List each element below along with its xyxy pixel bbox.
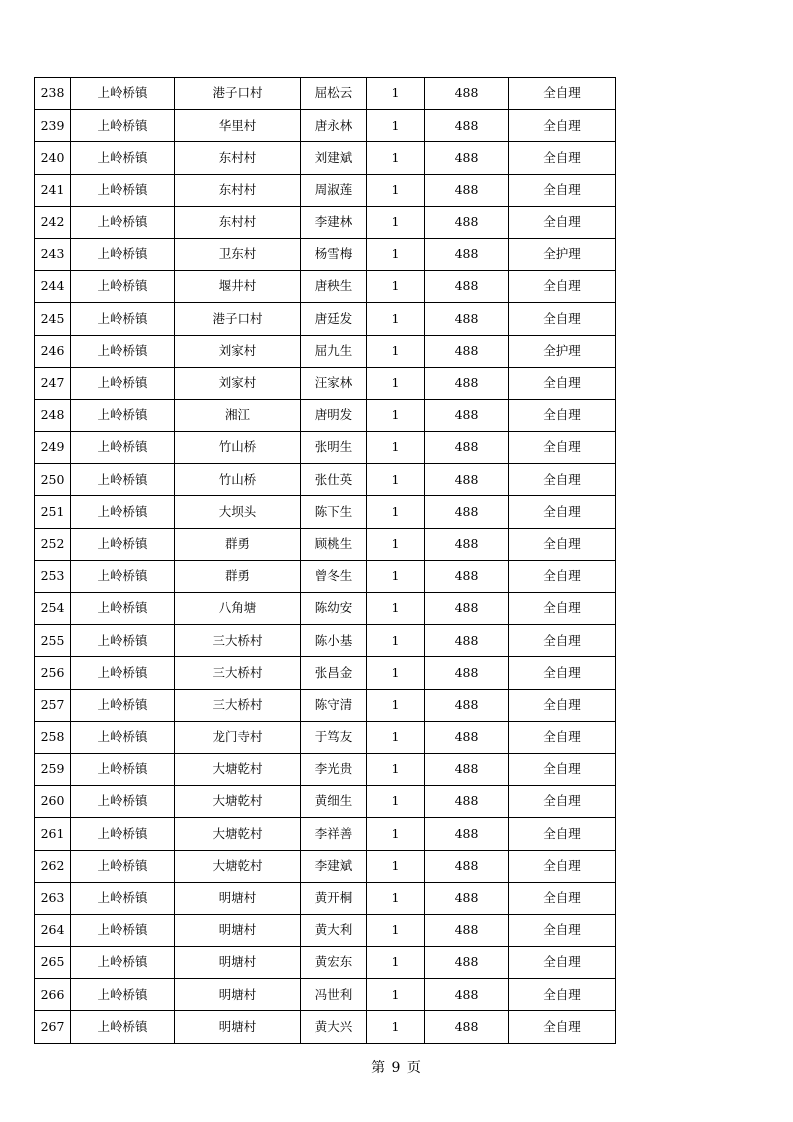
cell-no: 264 xyxy=(35,914,71,946)
table-row xyxy=(35,882,616,914)
cell-village: 华里村 xyxy=(175,110,301,142)
cell-count: 1 xyxy=(367,625,425,657)
cell-village: 堰井村 xyxy=(175,271,301,303)
cell-no: 259 xyxy=(35,753,71,785)
cell-village: 明塘村 xyxy=(175,1011,301,1043)
cell-no: 253 xyxy=(35,560,71,592)
table-row xyxy=(35,947,616,979)
cell-town: 上岭桥镇 xyxy=(71,914,175,946)
cell-amount: 488 xyxy=(425,593,509,625)
cell-village: 竹山桥 xyxy=(175,432,301,464)
cell-care: 全自理 xyxy=(509,464,616,496)
cell-name: 唐廷发 xyxy=(301,303,367,335)
table-row xyxy=(35,399,616,431)
cell-count: 1 xyxy=(367,206,425,238)
cell-no: 252 xyxy=(35,528,71,560)
table-row xyxy=(35,464,616,496)
cell-care: 全自理 xyxy=(509,625,616,657)
cell-no: 260 xyxy=(35,786,71,818)
cell-care: 全自理 xyxy=(509,882,616,914)
table-row xyxy=(35,1011,616,1043)
cell-name: 张明生 xyxy=(301,432,367,464)
cell-name: 冯世利 xyxy=(301,979,367,1011)
cell-name: 唐永林 xyxy=(301,110,367,142)
cell-care: 全自理 xyxy=(509,432,616,464)
cell-amount: 488 xyxy=(425,882,509,914)
cell-care: 全自理 xyxy=(509,689,616,721)
cell-amount: 488 xyxy=(425,110,509,142)
cell-no: 238 xyxy=(35,78,71,110)
cell-village: 东村村 xyxy=(175,206,301,238)
cell-name: 黄开桐 xyxy=(301,882,367,914)
cell-amount: 488 xyxy=(425,947,509,979)
cell-village: 刘家村 xyxy=(175,367,301,399)
cell-village: 群勇 xyxy=(175,560,301,592)
table-row xyxy=(35,271,616,303)
cell-village: 明塘村 xyxy=(175,979,301,1011)
cell-care: 全自理 xyxy=(509,818,616,850)
cell-no: 255 xyxy=(35,625,71,657)
cell-count: 1 xyxy=(367,110,425,142)
table-row xyxy=(35,78,616,110)
cell-village: 湘江 xyxy=(175,399,301,431)
cell-count: 1 xyxy=(367,593,425,625)
cell-town: 上岭桥镇 xyxy=(71,174,175,206)
cell-village: 卫东村 xyxy=(175,238,301,270)
cell-care: 全自理 xyxy=(509,721,616,753)
cell-village: 大坝头 xyxy=(175,496,301,528)
table-body xyxy=(35,78,616,1044)
cell-town: 上岭桥镇 xyxy=(71,528,175,560)
cell-town: 上岭桥镇 xyxy=(71,721,175,753)
cell-amount: 488 xyxy=(425,78,509,110)
cell-care: 全自理 xyxy=(509,979,616,1011)
cell-no: 239 xyxy=(35,110,71,142)
table-row xyxy=(35,979,616,1011)
cell-no: 249 xyxy=(35,432,71,464)
cell-town: 上岭桥镇 xyxy=(71,786,175,818)
cell-village: 东村村 xyxy=(175,174,301,206)
cell-care: 全自理 xyxy=(509,947,616,979)
cell-count: 1 xyxy=(367,367,425,399)
cell-town: 上岭桥镇 xyxy=(71,335,175,367)
cell-town: 上岭桥镇 xyxy=(71,882,175,914)
cell-name: 陈守清 xyxy=(301,689,367,721)
cell-care: 全自理 xyxy=(509,914,616,946)
cell-care: 全自理 xyxy=(509,657,616,689)
cell-care: 全自理 xyxy=(509,528,616,560)
cell-amount: 488 xyxy=(425,625,509,657)
cell-village: 竹山桥 xyxy=(175,464,301,496)
cell-no: 262 xyxy=(35,850,71,882)
cell-name: 陈幼安 xyxy=(301,593,367,625)
cell-no: 245 xyxy=(35,303,71,335)
table-row xyxy=(35,303,616,335)
table-row xyxy=(35,238,616,270)
cell-count: 1 xyxy=(367,1011,425,1043)
cell-name: 屈松云 xyxy=(301,78,367,110)
cell-amount: 488 xyxy=(425,496,509,528)
cell-amount: 488 xyxy=(425,689,509,721)
table-row xyxy=(35,142,616,174)
cell-count: 1 xyxy=(367,238,425,270)
cell-no: 243 xyxy=(35,238,71,270)
cell-village: 八角塘 xyxy=(175,593,301,625)
table-row xyxy=(35,110,616,142)
cell-count: 1 xyxy=(367,882,425,914)
table-row xyxy=(35,721,616,753)
cell-town: 上岭桥镇 xyxy=(71,142,175,174)
cell-no: 241 xyxy=(35,174,71,206)
cell-care: 全自理 xyxy=(509,303,616,335)
cell-count: 1 xyxy=(367,979,425,1011)
cell-town: 上岭桥镇 xyxy=(71,110,175,142)
cell-village: 港子口村 xyxy=(175,303,301,335)
cell-town: 上岭桥镇 xyxy=(71,850,175,882)
table-row xyxy=(35,496,616,528)
cell-no: 254 xyxy=(35,593,71,625)
table-row xyxy=(35,786,616,818)
cell-count: 1 xyxy=(367,914,425,946)
cell-amount: 488 xyxy=(425,367,509,399)
cell-amount: 488 xyxy=(425,914,509,946)
table-row xyxy=(35,850,616,882)
cell-care: 全自理 xyxy=(509,850,616,882)
cell-no: 248 xyxy=(35,399,71,431)
cell-amount: 488 xyxy=(425,399,509,431)
cell-amount: 488 xyxy=(425,303,509,335)
table-row xyxy=(35,625,616,657)
table-row xyxy=(35,367,616,399)
cell-town: 上岭桥镇 xyxy=(71,947,175,979)
cell-town: 上岭桥镇 xyxy=(71,753,175,785)
cell-name: 张昌金 xyxy=(301,657,367,689)
cell-amount: 488 xyxy=(425,850,509,882)
cell-town: 上岭桥镇 xyxy=(71,399,175,431)
cell-amount: 488 xyxy=(425,1011,509,1043)
cell-amount: 488 xyxy=(425,818,509,850)
cell-count: 1 xyxy=(367,303,425,335)
cell-town: 上岭桥镇 xyxy=(71,593,175,625)
cell-village: 港子口村 xyxy=(175,78,301,110)
cell-count: 1 xyxy=(367,947,425,979)
cell-count: 1 xyxy=(367,560,425,592)
cell-no: 256 xyxy=(35,657,71,689)
cell-amount: 488 xyxy=(425,560,509,592)
cell-count: 1 xyxy=(367,271,425,303)
cell-town: 上岭桥镇 xyxy=(71,238,175,270)
cell-care: 全自理 xyxy=(509,593,616,625)
cell-no: 266 xyxy=(35,979,71,1011)
cell-town: 上岭桥镇 xyxy=(71,303,175,335)
cell-town: 上岭桥镇 xyxy=(71,560,175,592)
cell-amount: 488 xyxy=(425,464,509,496)
cell-no: 240 xyxy=(35,142,71,174)
cell-village: 大塘乾村 xyxy=(175,786,301,818)
cell-count: 1 xyxy=(367,496,425,528)
cell-town: 上岭桥镇 xyxy=(71,689,175,721)
cell-village: 三大桥村 xyxy=(175,689,301,721)
table-row xyxy=(35,689,616,721)
cell-town: 上岭桥镇 xyxy=(71,432,175,464)
cell-no: 244 xyxy=(35,271,71,303)
cell-name: 黄大兴 xyxy=(301,1011,367,1043)
cell-amount: 488 xyxy=(425,206,509,238)
cell-care: 全自理 xyxy=(509,753,616,785)
cell-count: 1 xyxy=(367,78,425,110)
cell-amount: 488 xyxy=(425,335,509,367)
cell-amount: 488 xyxy=(425,786,509,818)
cell-amount: 488 xyxy=(425,238,509,270)
cell-name: 屈九生 xyxy=(301,335,367,367)
cell-count: 1 xyxy=(367,657,425,689)
cell-care: 全自理 xyxy=(509,496,616,528)
cell-town: 上岭桥镇 xyxy=(71,818,175,850)
cell-care: 全护理 xyxy=(509,335,616,367)
cell-town: 上岭桥镇 xyxy=(71,367,175,399)
cell-name: 杨雪梅 xyxy=(301,238,367,270)
cell-amount: 488 xyxy=(425,753,509,785)
cell-name: 顾桃生 xyxy=(301,528,367,560)
cell-amount: 488 xyxy=(425,657,509,689)
cell-town: 上岭桥镇 xyxy=(71,464,175,496)
cell-count: 1 xyxy=(367,818,425,850)
cell-care: 全自理 xyxy=(509,174,616,206)
cell-no: 251 xyxy=(35,496,71,528)
table-row xyxy=(35,335,616,367)
cell-care: 全自理 xyxy=(509,367,616,399)
cell-name: 汪家林 xyxy=(301,367,367,399)
cell-name: 李建林 xyxy=(301,206,367,238)
cell-town: 上岭桥镇 xyxy=(71,206,175,238)
cell-name: 曾冬生 xyxy=(301,560,367,592)
cell-name: 李光贵 xyxy=(301,753,367,785)
table-row xyxy=(35,914,616,946)
table-row xyxy=(35,657,616,689)
cell-count: 1 xyxy=(367,174,425,206)
cell-amount: 488 xyxy=(425,528,509,560)
cell-no: 257 xyxy=(35,689,71,721)
table-row xyxy=(35,560,616,592)
cell-count: 1 xyxy=(367,399,425,431)
cell-town: 上岭桥镇 xyxy=(71,625,175,657)
cell-village: 大塘乾村 xyxy=(175,850,301,882)
table-row xyxy=(35,593,616,625)
table-row xyxy=(35,206,616,238)
cell-no: 250 xyxy=(35,464,71,496)
cell-amount: 488 xyxy=(425,174,509,206)
cell-name: 李祥善 xyxy=(301,818,367,850)
cell-count: 1 xyxy=(367,786,425,818)
cell-care: 全自理 xyxy=(509,206,616,238)
cell-town: 上岭桥镇 xyxy=(71,657,175,689)
cell-village: 大塘乾村 xyxy=(175,753,301,785)
cell-no: 246 xyxy=(35,335,71,367)
cell-town: 上岭桥镇 xyxy=(71,496,175,528)
cell-no: 267 xyxy=(35,1011,71,1043)
cell-no: 258 xyxy=(35,721,71,753)
cell-count: 1 xyxy=(367,753,425,785)
cell-count: 1 xyxy=(367,335,425,367)
cell-name: 周淑莲 xyxy=(301,174,367,206)
cell-name: 黄大利 xyxy=(301,914,367,946)
cell-name: 唐秧生 xyxy=(301,271,367,303)
cell-care: 全护理 xyxy=(509,238,616,270)
cell-name: 黄细生 xyxy=(301,786,367,818)
table-row xyxy=(35,753,616,785)
cell-care: 全自理 xyxy=(509,560,616,592)
cell-no: 265 xyxy=(35,947,71,979)
cell-care: 全自理 xyxy=(509,78,616,110)
table-row xyxy=(35,174,616,206)
cell-village: 三大桥村 xyxy=(175,657,301,689)
cell-amount: 488 xyxy=(425,721,509,753)
cell-village: 龙门寺村 xyxy=(175,721,301,753)
data-table xyxy=(34,77,616,1044)
cell-village: 明塘村 xyxy=(175,882,301,914)
cell-care: 全自理 xyxy=(509,142,616,174)
cell-no: 247 xyxy=(35,367,71,399)
cell-town: 上岭桥镇 xyxy=(71,271,175,303)
cell-name: 陈小基 xyxy=(301,625,367,657)
cell-town: 上岭桥镇 xyxy=(71,1011,175,1043)
cell-count: 1 xyxy=(367,432,425,464)
cell-count: 1 xyxy=(367,464,425,496)
cell-count: 1 xyxy=(367,689,425,721)
cell-town: 上岭桥镇 xyxy=(71,979,175,1011)
cell-amount: 488 xyxy=(425,142,509,174)
cell-no: 242 xyxy=(35,206,71,238)
cell-count: 1 xyxy=(367,142,425,174)
table-row xyxy=(35,432,616,464)
cell-count: 1 xyxy=(367,721,425,753)
cell-care: 全自理 xyxy=(509,399,616,431)
cell-village: 明塘村 xyxy=(175,947,301,979)
cell-count: 1 xyxy=(367,850,425,882)
cell-name: 张仕英 xyxy=(301,464,367,496)
cell-village: 刘家村 xyxy=(175,335,301,367)
cell-care: 全自理 xyxy=(509,271,616,303)
cell-name: 陈下生 xyxy=(301,496,367,528)
cell-no: 261 xyxy=(35,818,71,850)
cell-name: 刘建斌 xyxy=(301,142,367,174)
cell-no: 263 xyxy=(35,882,71,914)
cell-name: 李建斌 xyxy=(301,850,367,882)
cell-amount: 488 xyxy=(425,432,509,464)
cell-name: 黄宏东 xyxy=(301,947,367,979)
cell-village: 明塘村 xyxy=(175,914,301,946)
cell-care: 全自理 xyxy=(509,110,616,142)
cell-amount: 488 xyxy=(425,979,509,1011)
cell-village: 大塘乾村 xyxy=(175,818,301,850)
cell-amount: 488 xyxy=(425,271,509,303)
table-row xyxy=(35,818,616,850)
cell-village: 群勇 xyxy=(175,528,301,560)
cell-name: 唐明发 xyxy=(301,399,367,431)
cell-care: 全自理 xyxy=(509,786,616,818)
page-number: 第 9 页 xyxy=(371,1060,422,1076)
cell-town: 上岭桥镇 xyxy=(71,78,175,110)
cell-village: 三大桥村 xyxy=(175,625,301,657)
cell-village: 东村村 xyxy=(175,142,301,174)
cell-count: 1 xyxy=(367,528,425,560)
table-row xyxy=(35,528,616,560)
cell-name: 于笃友 xyxy=(301,721,367,753)
cell-care: 全自理 xyxy=(509,1011,616,1043)
